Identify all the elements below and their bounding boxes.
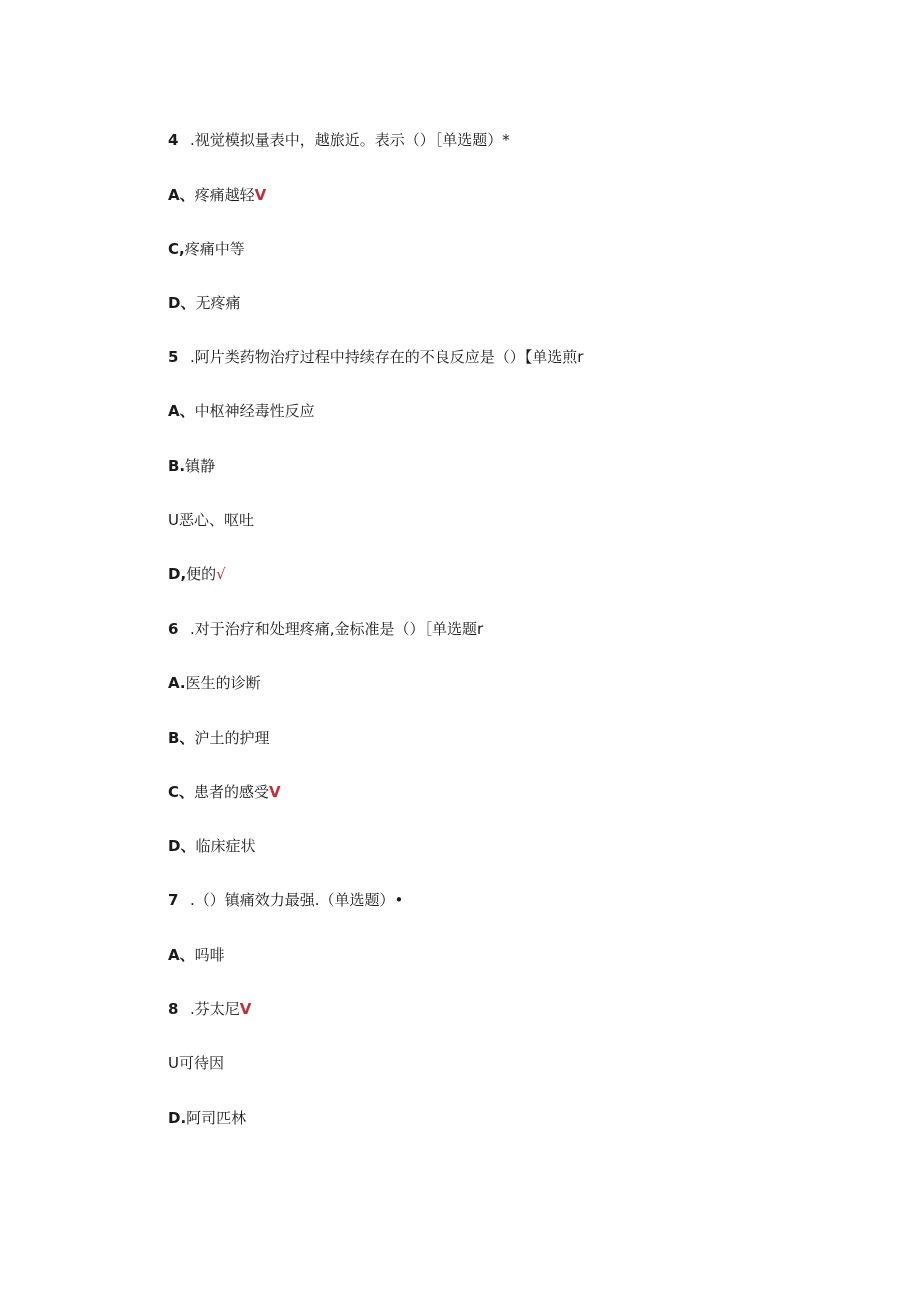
option-line <box>168 293 240 313</box>
question-text: .（）镇痛效力最强.（单选题）• <box>190 891 404 909</box>
option-label: D, <box>168 565 187 583</box>
option-line <box>168 999 251 1019</box>
answer-mark: √ <box>216 565 226 583</box>
option-line <box>168 564 226 584</box>
question-text: .视觉模拟量表中，越旅近。表示（）［单选题）* <box>190 131 510 149</box>
option-text: 中枢神经毒性反应 <box>194 402 315 420</box>
option-label: D、 <box>168 294 196 312</box>
question-number: 5 <box>168 348 179 366</box>
option-text: 疼痛中等 <box>184 240 245 258</box>
question-5-stem <box>168 347 583 367</box>
question-text: .阿片类药物治疗过程中持续存在的不良反应是（）【单选煎r <box>190 348 584 366</box>
option-text: 医生的诊断 <box>185 674 261 692</box>
option-line <box>168 456 215 476</box>
option-label: A、 <box>168 186 195 204</box>
option-text: 镇静 <box>185 457 216 475</box>
option-line <box>168 510 254 530</box>
option-text: 沪土的护理 <box>194 729 270 747</box>
option-label: D. <box>168 1109 187 1127</box>
answer-mark: V <box>239 1000 252 1018</box>
option-text: 便的 <box>186 565 217 583</box>
question-number: 7 <box>168 891 179 909</box>
option-text: 吗啡 <box>194 946 225 964</box>
option-line <box>168 401 315 421</box>
question-4-stem <box>168 130 510 150</box>
option-text: 可待因 <box>178 1054 224 1072</box>
option-line <box>168 239 245 259</box>
option-line <box>168 673 261 693</box>
option-label: B、 <box>168 729 195 747</box>
option-text: 无疼痛 <box>195 294 241 312</box>
option-text: 恶心、呕吐 <box>178 511 254 529</box>
option-line <box>168 1108 246 1128</box>
option-text: 阿司匹林 <box>186 1109 247 1127</box>
answer-mark: V <box>254 186 267 204</box>
question-number: 4 <box>168 131 179 149</box>
option-text: 患者的感受 <box>194 783 270 801</box>
option-line <box>168 1053 224 1073</box>
question-text: .对于治疗和处理疼痛,金标准是（）［单选题r <box>190 620 484 638</box>
option-line <box>168 782 281 802</box>
option-label: A、 <box>168 946 195 964</box>
question-number: 6 <box>168 620 179 638</box>
answer-mark: V <box>269 783 281 801</box>
question-6-stem <box>168 619 483 639</box>
option-label: A、 <box>168 402 195 420</box>
option-label: D、 <box>168 837 196 855</box>
option-line <box>168 945 225 965</box>
option-label: U <box>168 1054 179 1072</box>
option-text: .芬太尼 <box>190 1000 240 1018</box>
option-label: U <box>168 511 179 529</box>
option-label: B. <box>168 457 186 475</box>
option-line <box>168 185 266 205</box>
option-text: 临床症状 <box>195 837 256 855</box>
option-text: 疼痛越轻 <box>194 186 255 204</box>
option-line <box>168 728 269 748</box>
option-label: C、 <box>168 783 195 801</box>
option-label: A. <box>168 674 186 692</box>
option-line <box>168 836 255 856</box>
question-7-stem <box>168 890 403 910</box>
option-label: 8 <box>168 1000 179 1018</box>
option-label: C, <box>168 240 185 258</box>
